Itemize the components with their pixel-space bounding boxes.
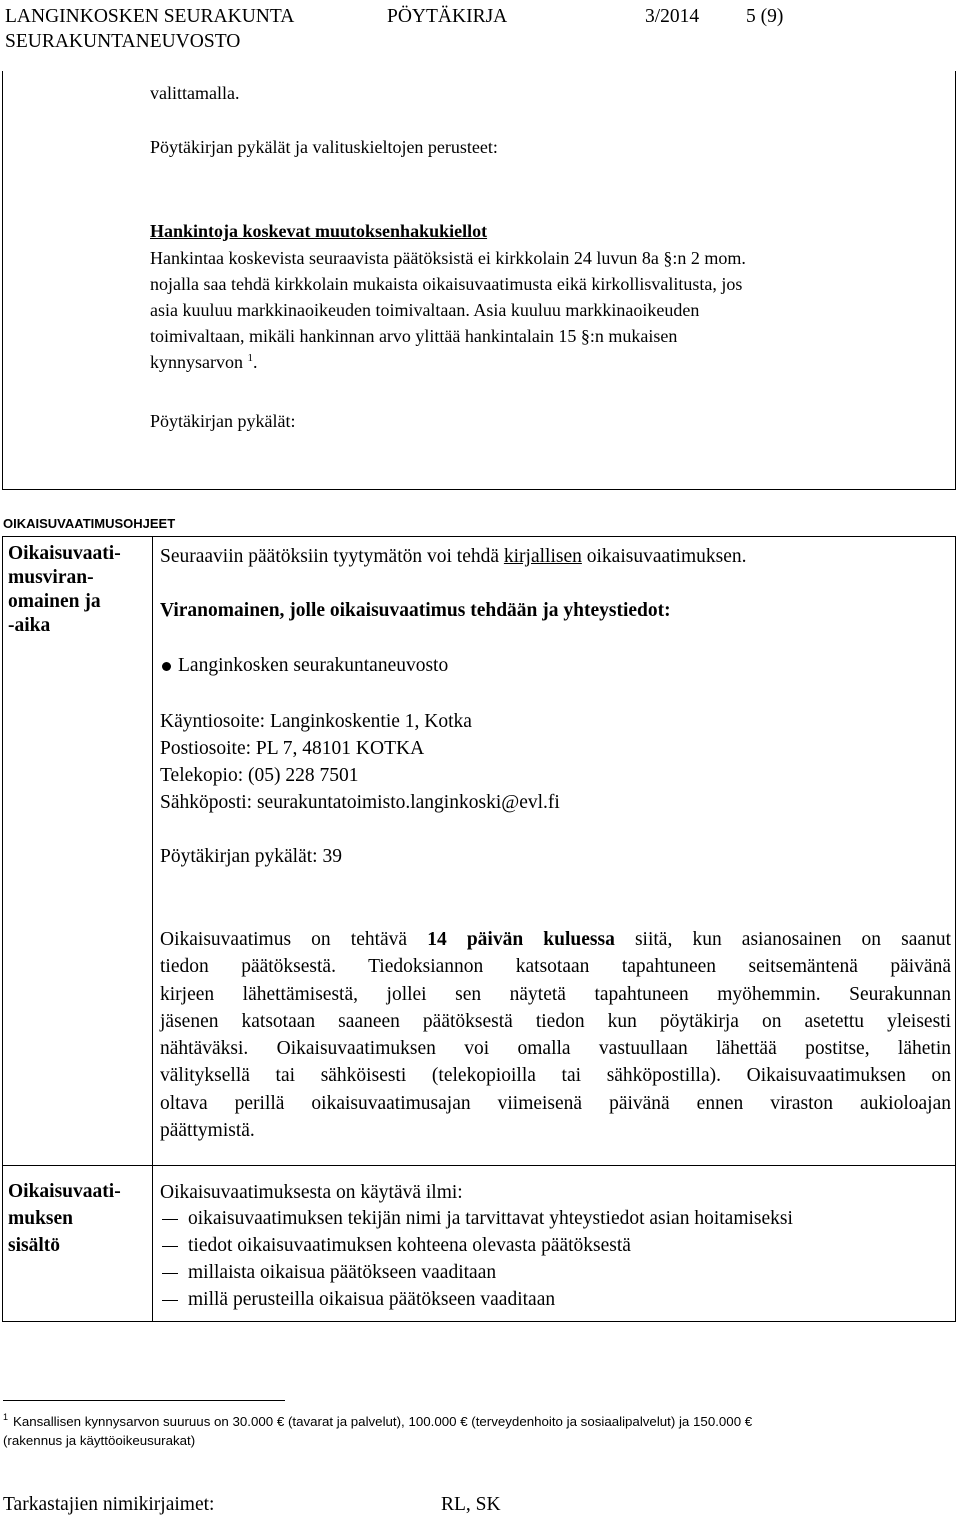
document-number: 3/2014: [645, 6, 700, 27]
footnote-number: 1: [3, 1412, 9, 1422]
deadline-line: kirjeen lähettämisestä, jollei sen näytetä tapahtuneen myöhemmin. Seurakunnan: [160, 983, 951, 1005]
page-number: 5 (9): [746, 6, 784, 27]
label-line: Oikaisuvaati-: [8, 1181, 121, 1202]
footnote-separator: [3, 1400, 285, 1401]
contact-details: [160, 708, 560, 816]
footnote-line-1: Kansallisen kynnysarvon suuruus on 30.000 € (tavarat ja palvelut), 100.000 € (terveydenhoito ja sosiaalipalvelut) ja 150.000 €: [13, 1414, 753, 1429]
content-intro: Oikaisuvaatimuksesta on käytävä ilmi:: [160, 1182, 463, 1203]
email-address[interactable]: Sähköposti: seurakuntatoimisto.langinkoski@evl.fi: [160, 792, 560, 813]
label-line: -aika: [8, 615, 51, 636]
footnote-line-2: (rakennus ja käyttöoikeusurakat): [3, 1433, 196, 1448]
content-row-label: [8, 1178, 121, 1259]
deadline-text: [160, 926, 951, 1144]
deadline-line: [160, 926, 951, 953]
deadline-line: päättymistä.: [160, 1120, 255, 1142]
threshold-end: .: [253, 352, 258, 372]
label-line: muksen: [8, 1208, 74, 1229]
postal-address: Postiosoite: PL 7, 48101 KOTKA: [160, 738, 425, 759]
visiting-address: Käyntiosoite: Langinkoskentie 1, Kotka: [160, 711, 472, 732]
list-item: oikaisuvaatimuksen tekijän nimi ja tarvittavat yhteystiedot asian hoitamiseksi: [188, 1208, 793, 1229]
dash-icon: [162, 1219, 178, 1220]
label-line: Oikaisuvaati-: [8, 543, 121, 564]
deadline-text-end: siitä, kun asianosainen on saanut: [614, 929, 951, 950]
deadline-line: oltava perillä oikaisuvaatimusajan viimeisenä päivänä ennen viraston aukioloajan: [160, 1092, 951, 1114]
threshold-word: kynnysarvon: [150, 352, 243, 372]
dash-icon: [162, 1300, 178, 1301]
deadline-line: välityksellä tai sähköisesti (telekopioilla tai sähköpostilla). Oikaisuvaatimuksen on: [160, 1065, 951, 1087]
authority-heading: Viranomainen, jolle oikaisuvaatimus tehdään ja yhteystiedot:: [160, 600, 671, 621]
procurement-line: Hankintaa koskevista seuraavista päätöksistä ei kirkkolain 24 luvun 8a §:n 2 mom.: [150, 248, 746, 268]
label-line: musviran-: [8, 567, 94, 588]
deadline-text-start: Oikaisuvaatimus on tehtävä: [160, 929, 428, 950]
paragraphs-label: Pöytäkirjan pykälät ja valituskieltojen perusteet:: [150, 137, 498, 157]
procurement-line: asia kuuluu markkinaoikeuden toimivaltaan. Asia kuuluu markkinaoikeuden: [150, 300, 700, 320]
org-unit: SEURAKUNTANEUVOSTO: [5, 31, 241, 52]
list-item: millä perusteilla oikaisua päätökseen vaaditaan: [188, 1289, 556, 1310]
text-valittamalla: valittamalla.: [150, 83, 240, 103]
dash-icon: [162, 1273, 178, 1274]
section-title: OIKAISUVAATIMUSOHJEET: [3, 516, 176, 531]
label-line: omainen ja: [8, 591, 101, 612]
dash-icon: [162, 1246, 178, 1247]
intro-text-end: oikaisuvaatimuksen.: [581, 546, 747, 567]
reviewers-initials: RL, SK: [441, 1494, 501, 1515]
procurement-line: nojalla saa tehdä kirkkolain mukaista oikaisuvaatimusta eikä kirkollisvalitusta, jos: [150, 274, 743, 294]
procurement-heading: Hankintoja koskevat muutoksenhakukiellot: [150, 221, 488, 241]
table-row-divider: [2, 1165, 956, 1166]
bullet-icon: [162, 662, 171, 671]
document-type: PÖYTÄKIRJA: [387, 6, 508, 27]
list-item: millaista oikaisua päätökseen vaaditaan: [188, 1262, 497, 1283]
fax-number: Telekopio: (05) 228 7501: [160, 765, 359, 786]
paragraphs-label-2: Pöytäkirjan pykälät:: [150, 411, 296, 431]
reviewers-label: Tarkastajien nimikirjaimet:: [3, 1494, 215, 1515]
procurement-line: toimivaltaan, mikäli hankinnan arvo ylittää hankintalain 15 §:n mukaisen: [150, 326, 678, 346]
table-column-divider: [152, 536, 153, 1322]
intro-text: Seuraaviin päätöksiin tyytymätön voi tehdä: [160, 546, 504, 567]
footnote-reference[interactable]: 1: [247, 352, 253, 364]
procurement-line: [150, 349, 940, 375]
org-name: LANGINKOSKEN SEURAKUNTA: [5, 6, 295, 27]
decision-paragraphs: Pöytäkirjan pykälät: 39: [160, 846, 342, 867]
deadline-line: jäsenen katsotaan saaneen päätöksestä tiedon kun pöytäkirja on asetettu yleisesti: [160, 1010, 951, 1032]
deadline-period: 14 päivän kuluessa: [427, 929, 615, 950]
intro-underlined: kirjallisen: [503, 546, 582, 567]
authority-row-label: [8, 542, 121, 638]
procurement-text: [150, 245, 940, 375]
list-item: tiedot oikaisuvaatimuksen kohteena olevasta päätöksestä: [188, 1235, 631, 1256]
authority-name: Langinkosken seurakuntaneuvosto: [178, 655, 449, 676]
deadline-line: tiedon päätöksestä. Tiedoksiannon katsotaan tapahtuneen seitsemäntenä päivänä: [160, 956, 951, 978]
label-line: sisältö: [8, 1235, 61, 1256]
deadline-line: nähtäväksi. Oikaisuvaatimuksen voi omalla vastuullaan lähettää postitse, lähetin: [160, 1038, 951, 1060]
appeal-intro: [160, 545, 747, 569]
